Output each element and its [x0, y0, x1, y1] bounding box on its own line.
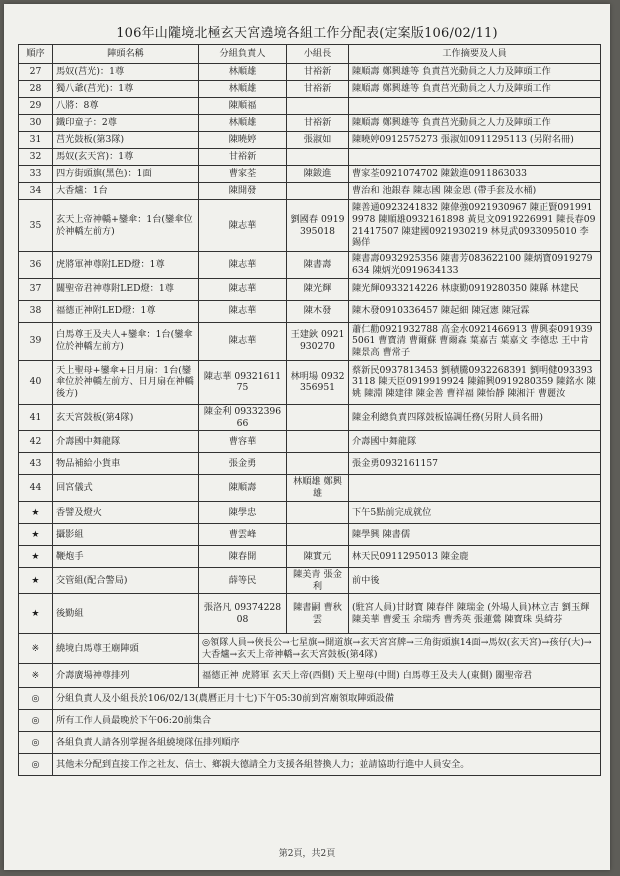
table-row: [19, 64, 601, 81]
work-summary: 林天民0911295013 陳金鹿: [349, 545, 601, 567]
troupe-name: 莒光鼓板(第3隊): [53, 132, 199, 149]
group-leader: 陳志華: [199, 322, 287, 360]
team-leader: 陳實元: [287, 545, 349, 567]
row-number: 44: [19, 475, 53, 502]
work-summary: 陳順壽 鄭興雄等 負責莒光動員之人力及陣頭工作: [349, 64, 601, 81]
group-leader: 陳順福: [199, 98, 287, 115]
table-row: [19, 523, 601, 545]
team-leader: 甘裕新: [287, 115, 349, 132]
group-leader: 陳志華: [199, 300, 287, 322]
team-leader: 林順雄 鄭興雄: [287, 475, 349, 502]
table-row: [19, 81, 601, 98]
table-header-row: [19, 45, 601, 64]
group-leader: 陳志華: [199, 252, 287, 279]
table-row: [19, 664, 601, 688]
group-leader: 曹家荃: [199, 166, 287, 183]
work-summary: 陳順壽 鄭興雄等 負責莒光動員之人力及陣頭工作: [349, 81, 601, 98]
group-leader: 林順雄: [199, 115, 287, 132]
troupe-name: 關聖帝君神尊附LED燈：1尊: [53, 278, 199, 300]
troupe-name: 繞境白馬尊王廟陣頭: [53, 634, 199, 664]
row-number: 31: [19, 132, 53, 149]
troupe-name: 介壽廣場神尊排列: [53, 664, 199, 688]
row-number: 35: [19, 200, 53, 252]
work-summary: 福德正神 虎將軍 玄天上帝(西側) 天上聖母(中間) 白馬尊王及夫人(東側) 關聖帝君: [199, 664, 601, 688]
table-row: [19, 252, 601, 279]
work-summary: 前中後: [349, 567, 601, 594]
work-summary: [349, 98, 601, 115]
team-leader: [287, 98, 349, 115]
row-number: 38: [19, 300, 53, 322]
group-leader: 陳志華: [199, 200, 287, 252]
team-leader: 陳鈸進: [287, 166, 349, 183]
group-leader: 陳志華 0932161175: [199, 360, 287, 404]
team-leader: [287, 431, 349, 453]
troupe-name: 鐵印童子：2尊: [53, 115, 199, 132]
team-leader: [287, 183, 349, 200]
work-summary: 曹治和 池銀春 陳志國 陳金恩 (帶手套及水桶): [349, 183, 601, 200]
row-number: 33: [19, 166, 53, 183]
group-leader: 陳志華: [199, 278, 287, 300]
work-summary: 曹家荃0921074702 陳鈸進0911863033: [349, 166, 601, 183]
table-row: [19, 183, 601, 200]
work-summary: 張金勇0932161157: [349, 453, 601, 475]
table-row: [19, 200, 601, 252]
row-number: 34: [19, 183, 53, 200]
team-leader: 陳美青 張金利: [287, 567, 349, 594]
group-leader: 陳學忠: [199, 501, 287, 523]
team-leader: [287, 453, 349, 475]
page-footer: 第2頁，共2頁: [278, 849, 336, 859]
document-page: [4, 4, 610, 870]
work-summary: 陳順壽 鄭興雄等 負責莒光動員之人力及陣頭工作: [349, 115, 601, 132]
team-leader: 陳木發: [287, 300, 349, 322]
table-row: [19, 475, 601, 502]
work-summary: 陳木發0910336457 陳起細 陳冠憲 陳冠霖: [349, 300, 601, 322]
work-summary: 蕭仁勸0921932788 高金水0921466913 曹興泰0919395061 曹寶清 曹爾蘇 曹爾森 葉嘉吉 葉嘉文 李德忠 王中肯 陳景高 曹常子: [349, 322, 601, 360]
table-row: [19, 149, 601, 166]
team-leader: 陳光輝: [287, 278, 349, 300]
table-row: [19, 322, 601, 360]
work-summary: 陳金利總負責四隊鼓板協調任務(另附人員名冊): [349, 404, 601, 431]
note-row: [19, 688, 601, 710]
row-number: 40: [19, 360, 53, 404]
team-leader: 甘裕新: [287, 64, 349, 81]
work-summary: 陳善通0923241832 陳偉強0921930967 陳正賢0919919978 陳順雄0932161898 黃見文0919226991 陳長春0921417507 陳建國0921930219 林見武0933095010 李錫佯: [349, 200, 601, 252]
row-number: 30: [19, 115, 53, 132]
row-number: 37: [19, 278, 53, 300]
team-leader: 陳書嗣 曹秋雲: [287, 594, 349, 634]
troupe-name: 香譬及燈火: [53, 501, 199, 523]
row-number: 39: [19, 322, 53, 360]
table-row: [19, 98, 601, 115]
table-row: [19, 567, 601, 594]
group-leader: 林順雄: [199, 64, 287, 81]
work-summary: 介壽國中舞龍隊: [349, 431, 601, 453]
group-leader: 陳順壽: [199, 475, 287, 502]
troupe-name: 回宮儀式: [53, 475, 199, 502]
troupe-name: 馬奴(玄天宮)：1尊: [53, 149, 199, 166]
row-number: ★: [19, 501, 53, 523]
work-summary: (駐宮人員)甘財寶 陳春伴 陳瑞金 (外場人員)林立吉 劉玉輝 陳美華 曹愛玉 余瑞秀 曹秀英 張蓮鶯 陳寶珠 吳綺芬: [349, 594, 601, 634]
row-number: ★: [19, 545, 53, 567]
table-row: [19, 594, 601, 634]
row-mark: ※: [19, 664, 53, 688]
team-leader: 劉國春 0919395018: [287, 200, 349, 252]
troupe-name: 白馬尊王及夫人+鑾傘：1台(鑾傘位於神轎左前方): [53, 322, 199, 360]
troupe-name: 玄天宮鼓板(第4隊): [53, 404, 199, 431]
troupe-name: 攝影組: [53, 523, 199, 545]
work-summary: ◎領隊人員→俠長公→七星旗→開道旗→玄天宮宮牌→三角街頭旗14面→馬奴(玄天宮)→孩仔(大)→大香爐→玄天上帝神轎→玄天宮鼓板(第4隊): [199, 634, 601, 664]
document-title: 106年山隴境北極玄天宮遶境各組工作分配表(定案版106/02/11): [116, 26, 498, 41]
team-leader: 林明場 0932356951: [287, 360, 349, 404]
work-summary: 陳書壽0932925356 陳書芳083622100 陳炳寶0919279634 陳炳光0919634133: [349, 252, 601, 279]
table-row: [19, 278, 601, 300]
group-leader: 張洛凡 0937422808: [199, 594, 287, 634]
row-number: 29: [19, 98, 53, 115]
group-leader: 甘裕新: [199, 149, 287, 166]
work-summary: [349, 149, 601, 166]
header-cell: 小組長: [287, 45, 349, 64]
team-leader: 王建鈥 0921930270: [287, 322, 349, 360]
header-cell: 工作摘要及人員: [349, 45, 601, 64]
team-leader: 陳書壽: [287, 252, 349, 279]
group-leader: 陳春開: [199, 545, 287, 567]
row-number: 27: [19, 64, 53, 81]
group-leader: 曹容華: [199, 431, 287, 453]
work-summary: 下午5點前完成就位: [349, 501, 601, 523]
troupe-name: 交管組(配合警局): [53, 567, 199, 594]
group-leader: 陳曉婷: [199, 132, 287, 149]
row-number: ★: [19, 567, 53, 594]
header-cell: 陣頭名稱: [53, 45, 199, 64]
group-leader: 林順雄: [199, 81, 287, 98]
work-summary: 陳光輝0933214226 林康勤0919280350 陳縣 林建民: [349, 278, 601, 300]
row-number: 41: [19, 404, 53, 431]
row-number: 43: [19, 453, 53, 475]
table-row: [19, 501, 601, 523]
troupe-name: 四方街頭旗(黑色)：1面: [53, 166, 199, 183]
group-leader: 曹雲峰: [199, 523, 287, 545]
work-summary: 陳曉婷0912575273 張淑如0911295113 (另附名冊): [349, 132, 601, 149]
row-mark: ※: [19, 634, 53, 664]
note-text: 分組負責人及小組長於106/02/13(農曆正月十七)下午05:30前到宮廟領取陣頭設備: [53, 688, 601, 710]
troupe-name: 八將：8尊: [53, 98, 199, 115]
row-number: 42: [19, 431, 53, 453]
table-row: [19, 300, 601, 322]
team-leader: [287, 149, 349, 166]
team-leader: [287, 404, 349, 431]
assignment-table: [18, 44, 601, 776]
troupe-name: 馬奴(莒光)：1尊: [53, 64, 199, 81]
header-cell: 順序: [19, 45, 53, 64]
troupe-name: 大香爐：1台: [53, 183, 199, 200]
note-mark: ◎: [19, 732, 53, 754]
group-leader: 薛等民: [199, 567, 287, 594]
troupe-name: 獨八爺(莒光)：1尊: [53, 81, 199, 98]
note-text: 各組負責人請各別掌握各組繞境隊伍排列順序: [53, 732, 601, 754]
team-leader: 張淑如: [287, 132, 349, 149]
troupe-name: 物品補給小貨車: [53, 453, 199, 475]
note-mark: ◎: [19, 754, 53, 776]
troupe-name: 虎將軍神尊附LED燈：1尊: [53, 252, 199, 279]
group-leader: 陳金利 0933239666: [199, 404, 287, 431]
table-row: [19, 132, 601, 149]
row-number: ★: [19, 594, 53, 634]
note-text: 其他未分配到直接工作之社友、信士、鄉親大德請全力支援各組替換人力；並請協助行進中人員安全。: [53, 754, 601, 776]
group-leader: 張金勇: [199, 453, 287, 475]
row-number: 36: [19, 252, 53, 279]
troupe-name: 福德正神附LED燈：1尊: [53, 300, 199, 322]
troupe-name: 鞭炮手: [53, 545, 199, 567]
table-row: [19, 545, 601, 567]
troupe-name: 後勤組: [53, 594, 199, 634]
work-summary: 蔡新民0937813453 劉積騰0932268391 劉明健0933933118 陳天臣0919919924 陳錦興0919280359 陳銘水 陳姚 陳淵 陳建律 陳金善 曹祥福 陳怡靜 陳湘汗 曹麗汝: [349, 360, 601, 404]
troupe-name: 天上聖母+鑾傘+日月扇：1台(鑾傘位於神轎左前方、日月扇在神轎後方): [53, 360, 199, 404]
team-leader: [287, 501, 349, 523]
note-row: [19, 710, 601, 732]
table-row: [19, 404, 601, 431]
row-number: 32: [19, 149, 53, 166]
table-row: [19, 634, 601, 664]
table-row: [19, 453, 601, 475]
troupe-name: 玄天上帝神轎+鑾傘：1台(鑾傘位於神轎左前方): [53, 200, 199, 252]
table-row: [19, 431, 601, 453]
table-row: [19, 115, 601, 132]
work-summary: 陳學興 陳書儒: [349, 523, 601, 545]
note-mark: ◎: [19, 688, 53, 710]
table-body: [19, 64, 601, 776]
table-row: [19, 360, 601, 404]
team-leader: 甘裕新: [287, 81, 349, 98]
row-number: ★: [19, 523, 53, 545]
work-summary: [349, 475, 601, 502]
note-text: 所有工作人員最晚於下午06:20前集合: [53, 710, 601, 732]
note-row: [19, 732, 601, 754]
note-mark: ◎: [19, 710, 53, 732]
troupe-name: 介壽國中舞龍隊: [53, 431, 199, 453]
header-cell: 分組負責人: [199, 45, 287, 64]
row-number: 28: [19, 81, 53, 98]
table-row: [19, 166, 601, 183]
team-leader: [287, 523, 349, 545]
note-row: [19, 754, 601, 776]
group-leader: 陳開發: [199, 183, 287, 200]
